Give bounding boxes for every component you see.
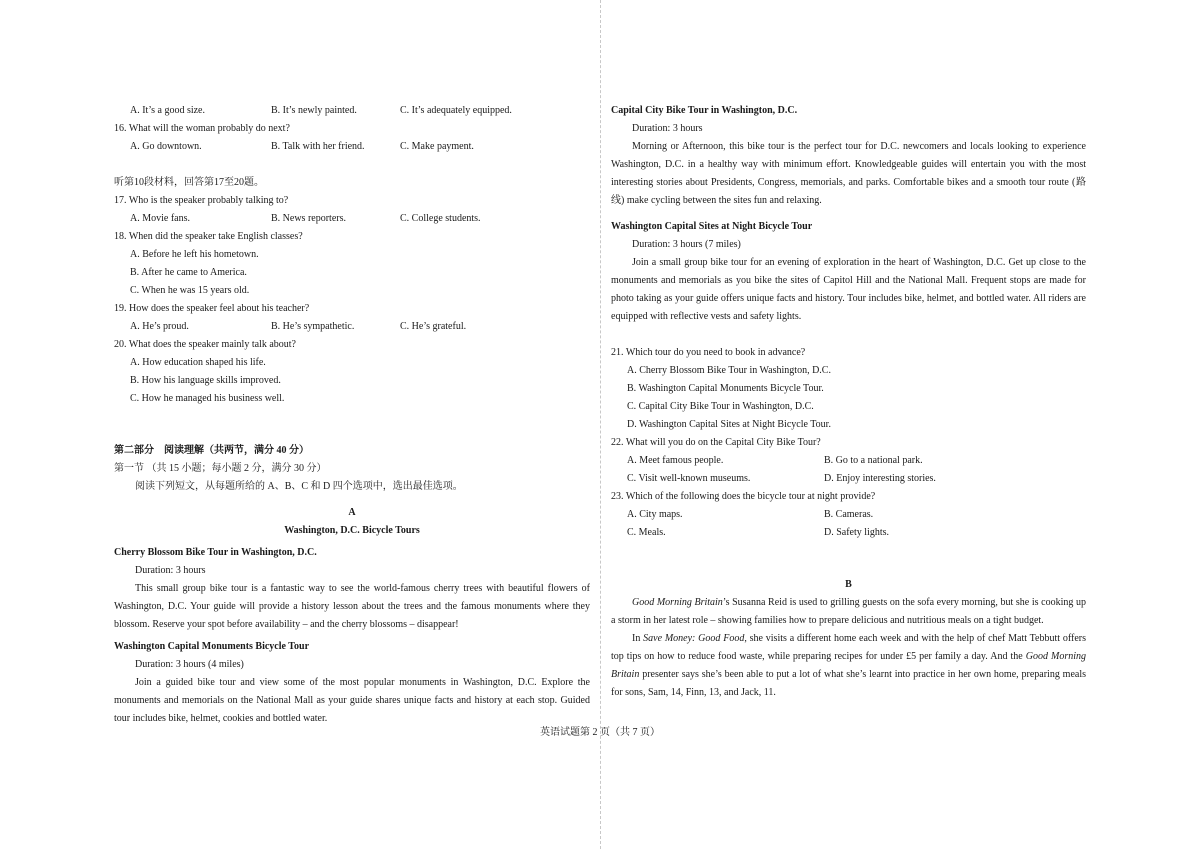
tour3-duration: Duration: 3 hours (632, 123, 703, 134)
q19-option-a: A. He’s proud. (130, 321, 189, 332)
part2-section1: 第一节 （共 15 小题；每小题 2 分，满分 30 分） (114, 463, 327, 474)
passage-b-label: B (845, 579, 852, 590)
show-title-save-money: Save Money: Good Food (643, 633, 745, 644)
passage-a-title: Washington, D.C. Bicycle Tours (284, 525, 420, 536)
passage-b-p2-lead: In (632, 633, 644, 644)
q16-options (114, 138, 590, 156)
q15-options (114, 102, 590, 120)
passage-b-p2-end: presenter says she’s been able to put a lot of what she’s learnt into practice in her own home, preparing meals for sons, Sam, 14, Finn, 13, and Jack, 11. (611, 669, 1086, 698)
q17-stem: 17. Who is the speaker probably talking to? (114, 195, 289, 206)
q22-option-c: C. Visit well-known museums. (627, 473, 751, 484)
passage-b-paragraph-1 (611, 594, 1086, 630)
q18-option-b: B. After he came to America. (130, 267, 247, 278)
q15-option-c: C. It’s adequately equipped. (400, 105, 512, 116)
q15-option-b: B. It’s newly painted. (271, 105, 357, 116)
q16-option-c: C. Make payment. (400, 141, 474, 152)
q23-stem: 23. Which of the following does the bicycle tour at night provide? (611, 491, 876, 502)
q23-option-b: B. Cameras. (824, 509, 874, 520)
tour2-text: Join a guided bike tour and view some of the most popular monuments in Washington, D.C. Explore the monuments and memorials on the National Mall as your guide shares unique facts and history at each stop. Guided tour includes bike, helmet, cookies and bottled water. (114, 677, 590, 724)
q23-option-d: D. Safety lights. (824, 527, 889, 538)
left-column (114, 102, 590, 728)
q23-option-c: C. Meals. (627, 527, 666, 538)
q21-option-d: D. Washington Capital Sites at Night Bicycle Tour. (627, 419, 831, 430)
q21-stem: 21. Which tour do you need to book in advance? (611, 347, 806, 358)
q22-stem: 22. What will you do on the Capital City Bike Tour? (611, 437, 821, 448)
q22-option-b: B. Go to a national park. (824, 455, 923, 466)
passage-a-label: A (348, 507, 356, 518)
show-title-gmb-2: Good Morning Britain (611, 651, 1086, 680)
q18-option-a: A. Before he left his hometown. (130, 249, 259, 260)
q16-stem: 16. What will the woman probably do next? (114, 123, 290, 134)
q22-options-row2 (611, 470, 1086, 488)
page-number-footer: 英语试题第 2 页（共 7 页） (540, 727, 660, 738)
q17-option-c: C. College students. (400, 213, 481, 224)
tour2-title: Washington Capital Monuments Bicycle Tour (114, 641, 310, 652)
section-10-intro: 听第10段材料，回答第17至20题。 (114, 177, 264, 188)
q19-stem: 19. How does the speaker feel about his teacher? (114, 303, 310, 314)
right-column (611, 102, 1086, 702)
tour4-title: Washington Capital Sites at Night Bicycle Tour (611, 221, 813, 232)
tour3-title: Capital City Bike Tour in Washington, D.C. (611, 105, 798, 116)
q22-options-row1 (611, 452, 1086, 470)
q21-option-b: B. Washington Capital Monuments Bicycle Tour. (627, 383, 824, 394)
q23-option-a: A. City maps. (627, 509, 683, 520)
q16-option-a: A. Go downtown. (130, 141, 202, 152)
tour1-duration: Duration: 3 hours (135, 565, 206, 576)
part2-instructions: 阅读下列短文，从每题所给的 A、B、C 和 D 四个选项中，选出最佳选项。 (135, 481, 463, 492)
q19-option-c: C. He’s grateful. (400, 321, 467, 332)
q20-stem: 20. What does the speaker mainly talk about? (114, 339, 296, 350)
q21-option-a: A. Cherry Blossom Bike Tour in Washington, D.C. (627, 365, 831, 376)
q15-option-a: A. It’s a good size. (130, 105, 205, 116)
q23-options-row1 (611, 506, 1086, 524)
q22-option-a: A. Meet famous people. (627, 455, 724, 466)
q18-stem: 18. When did the speaker take English classes? (114, 231, 303, 242)
q23-options-row2 (611, 524, 1086, 542)
q22-option-d: D. Enjoy interesting stories. (824, 473, 936, 484)
q17-option-a: A. Movie fans. (130, 213, 190, 224)
q18-option-c: C. When he was 15 years old. (130, 285, 250, 296)
q17-option-b: B. News reporters. (271, 213, 346, 224)
tour4-text: Join a small group bike tour for an evening of exploration in the heart of Washington, D.C. Get up close to the monuments and memorials as you bike the sites of Capitol Hill and the National Mall. Frequent stops are made for photo taking as your guide offers unique facts and history. Tour includes bike, helmet, and bottled water. All riders are equipped with reflective vests and safety lights. (611, 257, 1086, 322)
passage-b-p2-mid: , she visits a different home each week and with the help of chef Matt Tebbutt offers top tips on how to reduce food waste, while preparing recipes for under £5 per family a day. And the (611, 633, 1086, 662)
passage-b-paragraph-2 (611, 630, 1086, 702)
q19-options (114, 318, 590, 336)
q21-option-c: C. Capital City Bike Tour in Washington, D.C. (627, 401, 814, 412)
tour2-duration: Duration: 3 hours (4 miles) (135, 659, 244, 670)
part2-title: 第二部分 阅读理解（共两节，满分 40 分） (114, 445, 309, 456)
tour1-text: This small group bike tour is a fantastic way to see the world-famous cherry trees with beautiful flowers of Washington, D.C. Your guide will provide a history lesson about the trees and the famous monuments where they blossom. Reserve your spot before availability – and the cherry blossoms – disappear! (114, 583, 590, 630)
q17-options (114, 210, 590, 228)
page-fold-line (600, 0, 601, 849)
q20-option-b: B. How his language skills improved. (130, 375, 281, 386)
tour3-text: Morning or Afternoon, this bike tour is the perfect tour for D.C. newcomers and locals looking to experience Washington, D.C. in a healthy way with minimum effort. Knowledgeable guides will entertain you with the most interesting stories about Presidents, Congress, memorials, and parks. Comfortable bikes and a smooth tour route (路线) make cycling between the sites fun and relaxing. (611, 141, 1086, 206)
tour4-duration: Duration: 3 hours (7 miles) (632, 239, 741, 250)
passage-b-p1-text: ’s Susanna Reid is used to grilling guests on the sofa every morning, but she is cooking up a storm in her latest role – showing families how to prepare delicious and nutritious meals on a tight budget. (611, 597, 1086, 626)
tour1-title: Cherry Blossom Bike Tour in Washington, D.C. (114, 547, 317, 558)
show-title-gmb: Good Morning Britain (632, 597, 723, 608)
q20-option-a: A. How education shaped his life. (130, 357, 266, 368)
q19-option-b: B. He’s sympathetic. (271, 321, 355, 332)
q20-option-c: C. How he managed his business well. (130, 393, 285, 404)
q16-option-b: B. Talk with her friend. (271, 141, 365, 152)
